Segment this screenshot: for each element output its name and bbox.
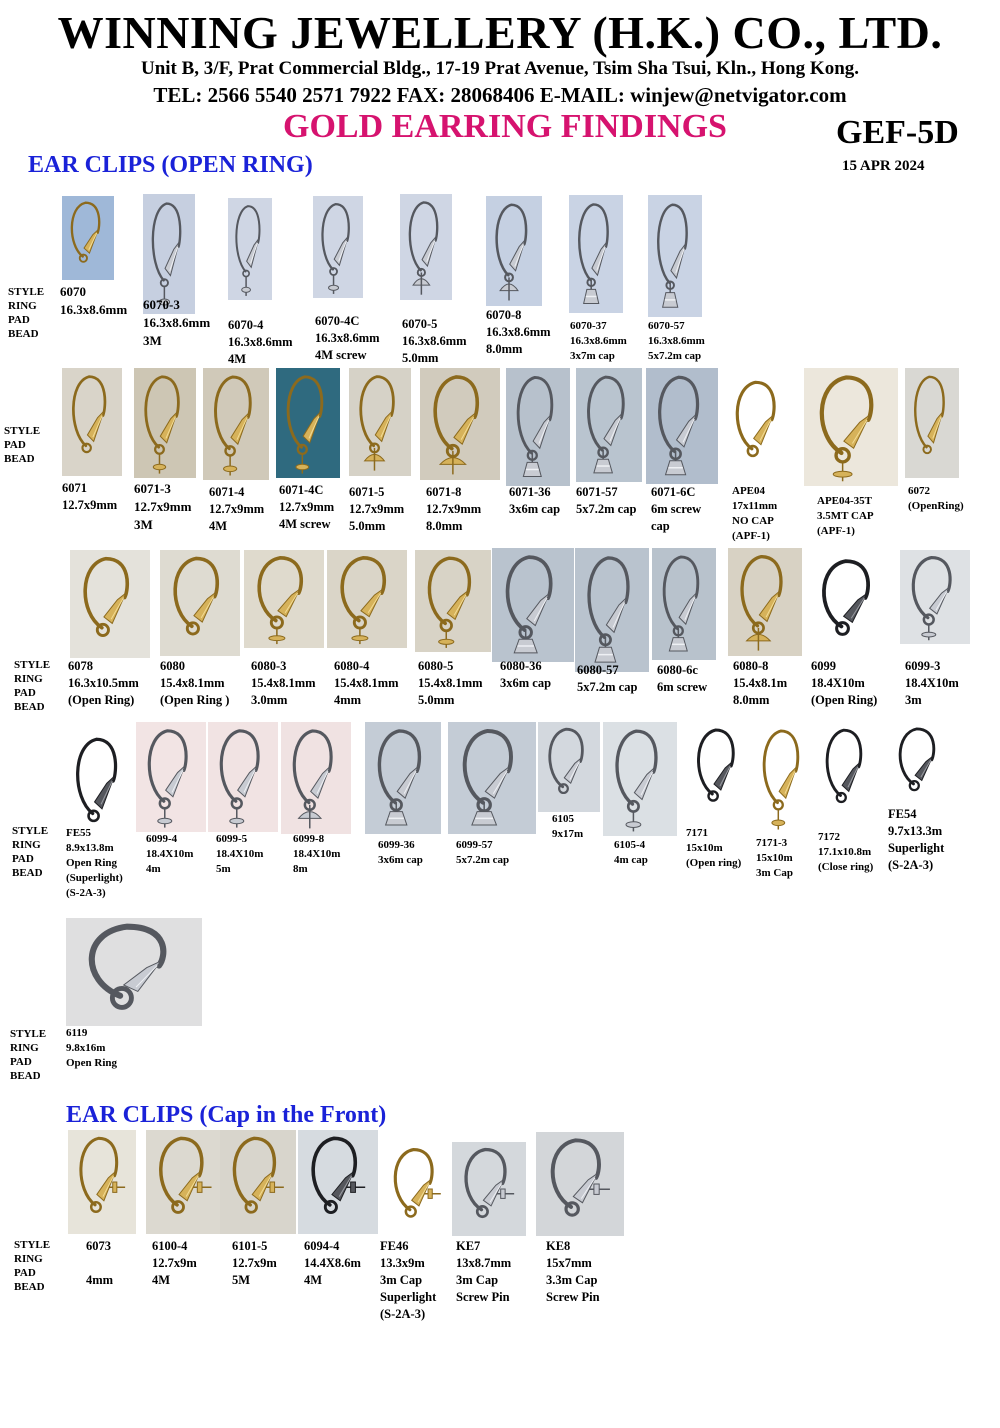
- product-photo: [62, 368, 122, 476]
- product-photo: [244, 550, 324, 648]
- product-caption: [380, 1238, 436, 1323]
- product-spec-line: 8.9x13.8m: [66, 842, 114, 854]
- product-caption: [426, 484, 481, 535]
- product-caption: [86, 1238, 113, 1289]
- company-name: WINNING JEWELLERY (H.K.) CO., LTD.: [57, 7, 943, 58]
- catalog-date: 15 APR 2024: [842, 158, 925, 174]
- product-spec-line: (S-2A-3): [888, 858, 934, 872]
- product-photo: [160, 550, 240, 656]
- product-style-code: 6070: [60, 284, 86, 299]
- product-style-code: 6080-8: [733, 659, 769, 673]
- product-style-code: 6070-57: [648, 320, 685, 332]
- product-photo: [728, 548, 802, 656]
- product-style-code: 6080-3: [251, 659, 287, 673]
- product-caption: [756, 836, 793, 881]
- product-style-code: 6080-6c: [657, 663, 698, 677]
- product-caption: [228, 317, 293, 368]
- product-caption: [732, 484, 777, 544]
- product-spec-line: 4m cap: [614, 854, 648, 866]
- product-spec-line: 4mm: [86, 1273, 114, 1287]
- product-spec-line: 9x17m: [552, 828, 584, 840]
- row-label-line: RING: [12, 839, 41, 851]
- product-spec-line: 3.5MT CAP: [817, 510, 874, 522]
- product-spec-line: 18.4X10m: [811, 676, 865, 690]
- product-style-code: 6099-3: [905, 659, 941, 673]
- product-spec-line: 16.3x8.6mm: [143, 315, 211, 330]
- section-heading-open-ring: EAR CLIPS (OPEN RING): [28, 152, 313, 178]
- product-caption: [160, 658, 229, 709]
- product-spec-line: (Close ring): [818, 861, 874, 873]
- product-style-code: 6080-36: [500, 659, 542, 673]
- product-spec-line: 3m Cap: [380, 1273, 423, 1287]
- product-spec-line: 16.3x10.5mm: [68, 676, 139, 690]
- product-caption: [146, 832, 193, 877]
- product-photo: [538, 722, 600, 812]
- product-style-code: 6070-5: [402, 317, 438, 331]
- product-style-code: KE7: [456, 1239, 481, 1253]
- product-spec-line: 16.3x8.6mm: [228, 335, 293, 349]
- product-style-code: 6105-4: [614, 839, 646, 851]
- product-photo: [536, 1132, 624, 1236]
- row-label-line: STYLE: [14, 659, 51, 671]
- product-photo: [448, 722, 536, 834]
- product-photo: [603, 722, 677, 836]
- product-spec-line: 3x6m cap: [509, 502, 561, 516]
- product-spec-line: 12.7x9mm: [426, 502, 482, 516]
- product-photo: [298, 1130, 378, 1234]
- row-label-line: RING: [14, 1253, 43, 1265]
- product-spec-line: 15x10m: [756, 852, 793, 864]
- product-spec-line: Superlight: [380, 1290, 437, 1304]
- product-photo: [452, 1142, 526, 1236]
- product-spec-line: (S-2A-3): [380, 1307, 426, 1321]
- product-style-code: 6070-37: [570, 320, 607, 332]
- row-label-5: [10, 1027, 46, 1083]
- product-style-code: APE04-35T: [817, 495, 872, 507]
- product-spec-line: 3x7m cap: [570, 350, 615, 362]
- section-heading-cap-front: EAR CLIPS (Cap in the Front): [66, 1102, 387, 1128]
- product-photo: [400, 194, 452, 300]
- product-spec-line: 4mm: [334, 693, 362, 707]
- product-caption: [500, 658, 551, 692]
- row-label-line: BEAD: [12, 867, 43, 879]
- product-spec-line: 8.0mm: [426, 519, 463, 533]
- product-style-code: 6100-4: [152, 1239, 188, 1253]
- product-caption: [315, 313, 380, 364]
- product-spec-line: NO CAP: [732, 515, 774, 527]
- product-style-code: 6070-4C: [315, 314, 360, 328]
- product-spec-line: 5x7.2m cap: [576, 502, 637, 516]
- product-spec-line: 5M: [232, 1273, 251, 1287]
- product-style-code: APE04: [732, 485, 765, 497]
- product-style-code: 6071-3: [134, 481, 171, 496]
- product-photo: [203, 368, 269, 480]
- product-style-code: 6094-4: [304, 1239, 340, 1253]
- product-style-code: FE55: [66, 827, 92, 839]
- product-spec-line: 18.4X10m: [293, 848, 341, 860]
- catalog-code: GEF-5D: [836, 114, 959, 151]
- product-caption: [216, 832, 263, 877]
- product-spec-line: Screw Pin: [546, 1290, 600, 1304]
- product-caption: [811, 658, 877, 709]
- product-photo: [752, 722, 816, 834]
- product-style-code: 6078: [68, 659, 93, 673]
- product-photo: [576, 368, 642, 482]
- product-photo: [146, 1130, 224, 1234]
- product-caption: [456, 838, 509, 868]
- product-style-code: 6101-5: [232, 1239, 268, 1253]
- product-photo: [365, 722, 441, 834]
- product-spec-line: 15.4x8.1mm: [160, 676, 225, 690]
- row-label-line: STYLE: [8, 286, 45, 298]
- product-spec-line: 4M screw: [279, 517, 331, 531]
- product-style-code: KE8: [546, 1239, 571, 1253]
- row-label-line: STYLE: [14, 1239, 51, 1251]
- product-spec-line: 12.7x9mm: [62, 498, 118, 512]
- product-style-code: 6073: [86, 1239, 111, 1253]
- product-spec-line: 6m screw: [651, 502, 702, 516]
- product-style-code: 7172: [818, 831, 840, 843]
- row-label-line: PAD: [14, 1267, 36, 1279]
- product-spec-line: 17x11mm: [732, 500, 778, 512]
- product-photo: [815, 722, 879, 824]
- row-label-line: STYLE: [12, 825, 49, 837]
- product-photo: [281, 722, 351, 834]
- row-label-4: [12, 824, 48, 880]
- product-caption: [66, 1026, 117, 1071]
- product-style-code: 6099-4: [146, 833, 178, 845]
- product-caption: [143, 296, 210, 350]
- product-spec-line: (OpenRing): [908, 500, 964, 512]
- product-spec-line: 13x8.7mm: [456, 1256, 512, 1270]
- company-address: Unit B, 3/F, Prat Commercial Bldg., 17-19 Prat Avenue, Tsim Sha Tsui, Kln., Hong Kong.: [140, 58, 860, 79]
- row-label-1: [8, 285, 44, 341]
- product-style-code: 6071-8: [426, 485, 462, 499]
- product-caption: [60, 283, 127, 319]
- product-spec-line: 12.7x9m: [232, 1256, 277, 1270]
- product-spec-line: 16.3x8.6mm: [648, 335, 705, 347]
- product-spec-line: (S-2A-3): [66, 887, 106, 899]
- product-photo: [646, 368, 718, 484]
- product-spec-line: 12.7x9mm: [209, 502, 265, 516]
- product-style-code: 6070-3: [143, 297, 180, 312]
- product-spec-line: 15.4x8.1m: [733, 676, 788, 690]
- product-spec-line: 4M: [152, 1273, 171, 1287]
- product-spec-line: 5.0mm: [349, 519, 386, 533]
- product-caption: [908, 484, 964, 514]
- product-spec-line: 3.0mm: [251, 693, 288, 707]
- company-contact: TEL: 2566 5540 2571 7922 FAX: 28068406 E-MAIL: winjew@netvigator.com: [153, 83, 847, 107]
- product-spec-line: 4M: [304, 1273, 323, 1287]
- product-spec-line: 16.3x8.6mm: [570, 335, 627, 347]
- product-caption: [817, 494, 874, 539]
- product-spec-line: 9.7x13.3m: [888, 824, 943, 838]
- product-spec-line: (Open ring): [686, 857, 742, 869]
- product-caption: [334, 658, 399, 709]
- product-spec-line: 8m: [293, 863, 308, 875]
- product-photo: [68, 1130, 136, 1234]
- product-spec-line: 15x7mm: [546, 1256, 592, 1270]
- product-spec-line: 16.3x8.6mm: [402, 334, 467, 348]
- product-caption: [552, 812, 583, 842]
- product-photo: [349, 368, 411, 476]
- product-caption: [546, 1238, 600, 1306]
- row-label-6: [14, 1238, 50, 1294]
- product-spec-line: 4m: [146, 863, 161, 875]
- product-spec-line: 8.0mm: [486, 342, 523, 356]
- product-photo: [569, 195, 623, 313]
- product-caption: [209, 484, 264, 535]
- product-photo: [686, 722, 752, 822]
- product-photo: [808, 553, 892, 655]
- product-spec-line: 3m: [905, 693, 922, 707]
- product-spec-line: Open Ring: [66, 1057, 118, 1069]
- product-caption: [279, 482, 334, 533]
- row-label-line: BEAD: [10, 1070, 41, 1082]
- product-spec-line: 5x7.2m cap: [456, 854, 510, 866]
- product-spec-line: 13.3x9m: [380, 1256, 425, 1270]
- row-label-line: PAD: [14, 687, 36, 699]
- product-caption: [378, 838, 423, 868]
- product-caption: [905, 658, 959, 709]
- row-label-line: PAD: [4, 439, 26, 451]
- product-caption: [733, 658, 787, 709]
- product-photo: [220, 1130, 296, 1234]
- product-spec-line: 12.7x9m: [152, 1256, 197, 1270]
- product-photo: [724, 374, 794, 478]
- product-photo: [420, 368, 500, 480]
- product-style-code: 6099-57: [456, 839, 493, 851]
- product-style-code: 6071-5: [349, 485, 385, 499]
- product-style-code: 6105: [552, 813, 574, 825]
- product-photo: [506, 368, 570, 486]
- product-spec-line: (Open Ring): [68, 693, 135, 707]
- row-label-line: BEAD: [14, 701, 45, 713]
- product-style-code: 6071-36: [509, 485, 551, 499]
- product-photo: [276, 368, 340, 478]
- product-caption: [134, 480, 191, 534]
- row-label-line: PAD: [12, 853, 34, 865]
- product-spec-line: 18.4X10m: [216, 848, 264, 860]
- product-spec-line: cap: [651, 519, 670, 533]
- product-spec-line: 5.0mm: [402, 351, 439, 365]
- product-style-code: FE54: [888, 807, 917, 821]
- product-caption: [232, 1238, 277, 1289]
- row-label-line: RING: [10, 1042, 39, 1054]
- product-spec-line: 3m Cap: [456, 1273, 499, 1287]
- product-spec-line: 9.8x16m: [66, 1042, 106, 1054]
- product-style-code: 6071: [62, 481, 87, 495]
- product-caption: [293, 832, 340, 877]
- product-style-code: 6071-4C: [279, 483, 324, 497]
- product-spec-line: 4M: [228, 352, 247, 366]
- product-photo: [804, 368, 898, 486]
- product-photo: [415, 550, 491, 652]
- product-photo: [575, 548, 649, 672]
- row-label-line: BEAD: [8, 328, 39, 340]
- product-caption: [62, 480, 117, 514]
- product-photo: [70, 550, 150, 658]
- product-photo: [134, 368, 196, 478]
- product-spec-line: 14.4X8.6m: [304, 1256, 361, 1270]
- product-caption: [152, 1238, 197, 1289]
- product-style-code: 6099: [811, 659, 836, 673]
- product-style-code: 6080-4: [334, 659, 370, 673]
- product-style-code: 7171: [686, 827, 708, 839]
- product-photo: [486, 196, 542, 306]
- product-caption: [486, 307, 551, 358]
- product-style-code: 6071-4: [209, 485, 245, 499]
- product-spec-line: 16.3x8.6mm: [60, 302, 128, 317]
- product-spec-line: 5.0mm: [418, 693, 455, 707]
- product-spec-line: (Open Ring ): [160, 693, 230, 707]
- product-spec-line: 3M: [134, 517, 153, 532]
- product-photo: [382, 1142, 452, 1236]
- product-style-code: 6099-5: [216, 833, 248, 845]
- product-caption: [888, 806, 944, 874]
- product-spec-line: 3x6m cap: [500, 676, 552, 690]
- product-caption: [402, 316, 467, 367]
- product-caption: [614, 838, 648, 868]
- product-spec-line: Open Ring: [66, 857, 118, 869]
- product-spec-line: 15.4x8.1mm: [251, 676, 316, 690]
- product-photo: [905, 368, 959, 478]
- product-photo: [648, 195, 702, 317]
- product-style-code: 6072: [908, 485, 930, 497]
- row-label-line: STYLE: [4, 425, 41, 437]
- product-photo: [136, 722, 206, 832]
- product-spec-line: 3M: [143, 333, 162, 348]
- product-spec-line: 3x6m cap: [378, 854, 423, 866]
- row-label-2: [4, 424, 40, 466]
- product-style-code: 6119: [66, 1027, 88, 1039]
- product-spec-line: 5m: [216, 863, 231, 875]
- product-caption: [68, 658, 139, 709]
- row-label-3: [14, 658, 50, 714]
- product-caption: [509, 484, 560, 518]
- product-caption: [456, 1238, 511, 1306]
- product-spec-line: (Superlight): [66, 872, 123, 884]
- product-photo: [900, 550, 970, 644]
- product-spec-line: 4M screw: [315, 348, 367, 362]
- product-style-code: 6099-36: [378, 839, 415, 851]
- product-caption: [818, 830, 873, 875]
- product-spec-line: Screw Pin: [456, 1290, 510, 1304]
- row-label-line: STYLE: [10, 1028, 47, 1040]
- row-label-line: RING: [8, 300, 37, 312]
- product-photo: [652, 548, 716, 660]
- row-label-line: BEAD: [14, 1281, 45, 1293]
- product-spec-line: 12.7x9mm: [134, 499, 192, 514]
- product-spec-line: 5x7.2m cap: [577, 680, 638, 694]
- product-photo: [62, 196, 114, 280]
- row-label-line: RING: [14, 673, 43, 685]
- product-spec-line: 6m screw: [657, 680, 708, 694]
- product-style-code: 6080-57: [577, 663, 619, 677]
- product-style-code: 6071-6C: [651, 485, 696, 499]
- product-spec-line: 4M: [209, 519, 228, 533]
- product-style-code: 6070-4: [228, 318, 264, 332]
- product-spec-line: (Open Ring): [811, 693, 878, 707]
- product-style-code: 6080-5: [418, 659, 454, 673]
- product-spec-line: 5x7.2m cap: [648, 350, 702, 362]
- product-caption: [657, 662, 707, 696]
- product-photo: [313, 196, 363, 298]
- product-caption: [349, 484, 404, 535]
- product-spec-line: (APF-1): [817, 525, 855, 537]
- product-spec-line: 15.4x8.1mm: [334, 676, 399, 690]
- product-spec-line: 16.3x8.6mm: [315, 331, 380, 345]
- product-spec-line: 3.3m Cap: [546, 1273, 598, 1287]
- row-label-line: PAD: [10, 1056, 32, 1068]
- product-caption: [251, 658, 316, 709]
- product-caption: [304, 1238, 361, 1289]
- product-spec-line: Superlight: [888, 841, 945, 855]
- row-label-line: BEAD: [4, 453, 35, 465]
- product-style-code: 6080: [160, 659, 185, 673]
- product-spec-line: (APF-1): [732, 530, 770, 542]
- row-label-line: PAD: [8, 314, 30, 326]
- product-photo: [327, 550, 407, 648]
- catalog-title: GOLD EARRING FINDINGS: [283, 108, 727, 145]
- product-spec-line: 17.1x10.8m: [818, 846, 872, 858]
- product-caption: [570, 319, 627, 364]
- product-photo: [208, 722, 278, 832]
- product-photo: [66, 918, 202, 1026]
- product-spec-line: 15.4x8.1mm: [418, 676, 483, 690]
- product-caption: [686, 826, 741, 871]
- product-spec-line: 18.4X10m: [146, 848, 194, 860]
- product-spec-line: 16.3x8.6mm: [486, 325, 551, 339]
- product-caption: [66, 826, 123, 901]
- product-style-code: FE46: [380, 1239, 409, 1253]
- product-photo: [228, 198, 272, 300]
- product-style-code: 6070-8: [486, 308, 522, 322]
- product-caption: [577, 662, 637, 696]
- product-spec-line: 8.0mm: [733, 693, 770, 707]
- product-spec-line: 12.7x9mm: [279, 500, 335, 514]
- product-caption: [418, 658, 483, 709]
- product-spec-line: 12.7x9mm: [349, 502, 405, 516]
- product-style-code: 7171-3: [756, 837, 788, 849]
- product-photo: [888, 722, 952, 808]
- product-spec-line: 18.4X10m: [905, 676, 959, 690]
- product-photo: [492, 548, 574, 662]
- product-caption: [648, 319, 705, 364]
- product-caption: [651, 484, 701, 535]
- product-caption: [576, 484, 636, 518]
- product-style-code: 6071-57: [576, 485, 618, 499]
- product-spec-line: 15x10m: [686, 842, 723, 854]
- product-spec-line: [86, 1255, 113, 1272]
- product-style-code: 6099-8: [293, 833, 325, 845]
- product-spec-line: 3m Cap: [756, 867, 793, 879]
